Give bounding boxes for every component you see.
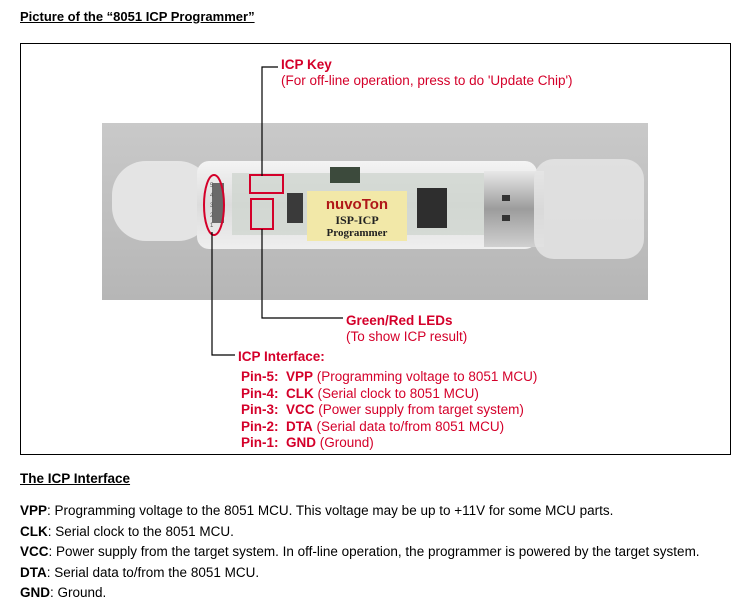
leds-desc: (To show ICP result) bbox=[346, 329, 468, 344]
definition-row bbox=[20, 503, 613, 518]
svg-text:1: 1 bbox=[210, 223, 214, 229]
pin-description: (Power supply from target system) bbox=[314, 402, 524, 417]
pin-description: (Serial clock to 8051 MCU) bbox=[313, 385, 479, 401]
pin-signal: CLK bbox=[286, 385, 314, 401]
pin-description: (Serial data to/from 8051 MCU) bbox=[312, 418, 505, 434]
definition-term: GND bbox=[20, 585, 50, 600]
definition-text: : Ground. bbox=[50, 585, 107, 600]
pin-number: Pin-3: bbox=[241, 402, 287, 417]
leds-title: Green/Red LEDs bbox=[346, 313, 453, 328]
definition-term: CLK bbox=[20, 523, 48, 539]
pin-signal: GND bbox=[286, 435, 317, 450]
pin-number: Pin-1: bbox=[241, 435, 287, 450]
definition-text: : Power supply from the target system. In off-line operation, the programmer is powered by the target system. bbox=[48, 544, 700, 559]
pin-signal: DTA bbox=[286, 418, 313, 434]
pin-row bbox=[241, 386, 479, 401]
definition-row bbox=[20, 524, 234, 539]
svg-text:5: 5 bbox=[210, 183, 214, 189]
icp-key-title: ICP Key bbox=[281, 57, 332, 72]
svg-text:2: 2 bbox=[210, 213, 214, 219]
definition-row bbox=[20, 565, 259, 580]
interface-title: ICP Interface: bbox=[238, 349, 325, 364]
pin-row bbox=[241, 435, 374, 450]
svg-text:3: 3 bbox=[210, 203, 214, 209]
page-caption: Picture of the “8051 ICP Programmer” bbox=[20, 9, 255, 24]
pin-row bbox=[241, 369, 537, 384]
pin-description: (Ground) bbox=[316, 435, 374, 450]
definition-text: : Serial data to/from the 8051 MCU. bbox=[46, 564, 260, 580]
svg-text:4: 4 bbox=[210, 193, 214, 199]
definition-term: VCC bbox=[20, 544, 49, 559]
pin-number: Pin-5: bbox=[241, 369, 287, 384]
definition-text: : Programming voltage to the 8051 MCU. This voltage may be up to +11V for some MCU parts. bbox=[47, 503, 614, 518]
photo-label-line1: ISP-ICP bbox=[335, 213, 379, 227]
section-title: The ICP Interface bbox=[20, 471, 131, 486]
definition-term: VPP bbox=[20, 503, 48, 518]
pin-number: Pin-2: bbox=[241, 418, 287, 434]
pin-number: Pin-4: bbox=[241, 385, 287, 401]
icp-key-desc: (For off-line operation, press to do 'Update Chip') bbox=[281, 73, 573, 88]
definition-row bbox=[20, 544, 700, 559]
definition-row bbox=[20, 585, 106, 600]
photo-label-line2: Programmer bbox=[326, 227, 388, 239]
definition-text: : Serial clock to the 8051 MCU. bbox=[47, 523, 234, 539]
pin-signal: VCC bbox=[286, 402, 315, 417]
pin-row bbox=[241, 419, 504, 434]
pin-signal: VPP bbox=[286, 369, 314, 384]
pin-description: (Programming voltage to 8051 MCU) bbox=[313, 369, 538, 384]
photo-brand: nuvoTon bbox=[325, 196, 389, 213]
pin-row bbox=[241, 402, 524, 417]
definition-term: DTA bbox=[20, 564, 47, 580]
